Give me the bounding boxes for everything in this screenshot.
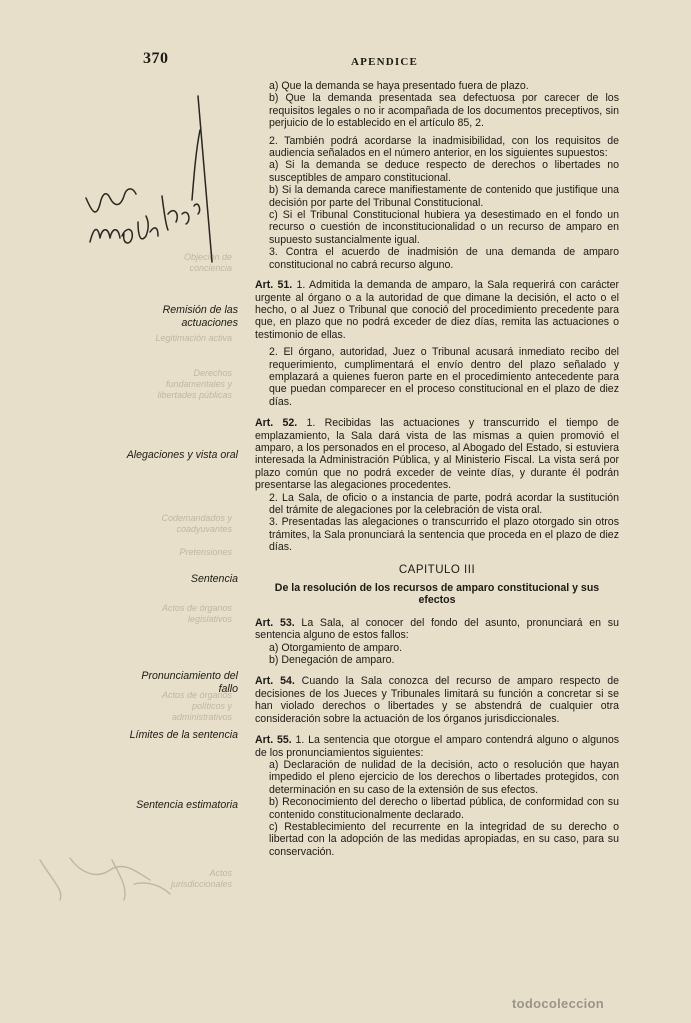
margin-note-alegaciones: Alegaciones y vista oral <box>126 449 238 461</box>
article-text: 1. Admitida la demanda de amparo, la Sala requerirá con carácter urgente al órgano o a la autoridad de que dimane la decisión, el acto o el hecho, o al Juez o Tribunal que conoció del procedimiento precedente para que, en plazo que no podrá exceder de diez días, remita las actuaciones o testimonio de ellas. <box>255 279 619 341</box>
article-54 <box>255 675 619 725</box>
paragraph: c) Restablecimiento del recurrente en la integridad de su derecho o libertad con la adopción de las medidas apropiadas, en su caso, para su conservación. <box>269 820 619 858</box>
article-body <box>255 80 619 858</box>
paragraph: 2. La Sala, de oficio o a instancia de parte, podrá acordar la sustitución del trámite de alegaciones por la celebración de vista oral. <box>269 491 619 516</box>
article-55 <box>255 734 619 759</box>
page-number: 370 <box>143 50 169 67</box>
article-text: La Sala, al conocer del fondo del asunto, pronunciará en su sentencia alguno de estos fallos: <box>255 616 619 642</box>
paragraph: b) Reconocimiento del derecho o libertad pública, de conformidad con su contenido constitucionalmente declarado. <box>269 796 619 821</box>
paragraph: c) Si el Tribunal Constitucional hubiera ya desestimado en el fondo un recurso o cuestión de inconstitucionalidad o un recurso de amparo en supuesto sustancialmente igual. <box>269 209 619 246</box>
article-text: 1. Recibidas las actuaciones y transcurrido el tiempo de emplazamiento, la Sala dará vista de las mismas a quien promovió el amparo, a los personados en el proceso, al Abogado del Estado, si estuviera interesada la Administración Pública, y al Ministerio Fiscal. La vista será por plazo común que no podrá exceder de veinte días, y durante él podrán presentarse las alegaciones procedentes. <box>255 417 619 492</box>
bleed-through-note: Actos jurisdiccionales <box>170 868 232 889</box>
paragraph: a) Otorgamiento de amparo. <box>269 641 403 654</box>
chapter-title: De la resolución de los recursos de amparo constitucional y sus efectos <box>274 582 600 607</box>
article-text: 1. La sentencia que otorgue el amparo contendrá alguno o algunos de los pronunciamientos siguientes: <box>255 734 620 759</box>
bleed-through-note: Pretensiones <box>179 547 232 557</box>
paragraph: 3. Presentadas las alegaciones o transcurrido el plazo otorgado sin otros trámites, la Sala pronunciará la sentencia que proceda en el plazo de diez días. <box>269 516 619 554</box>
bleed-through-note: Codemandados y coadyuvantes <box>161 513 232 534</box>
article-text: Cuando la Sala conozca del recurso de amparo respecto de decisiones de los Jueces y Tribunales limitará su función a concretar si se han violado derechos o libertades y se abstendrá de cualquier otra consideración sobre la actuación de los órganos jurisdiccionales. <box>255 675 619 725</box>
article-53 <box>255 617 619 642</box>
paragraph: b) Que la demanda presentada sea defectuosa por carecer de los requisitos legales o no ir acompañada de los documentos preceptivos, sin perjuicio de lo establecido en el artículo 85, 2. <box>269 92 619 130</box>
article-number: Art. 51. <box>255 279 293 292</box>
margin-note-remision: Remisión de las actuaciones <box>162 304 238 329</box>
article-number: Art. 52. <box>255 417 298 430</box>
paragraph: 2. El órgano, autoridad, Juez o Tribunal acusará inmediato recibo del requerimiento, cumplimentará el envío dentro del plazo señalado y emplazará a quienes fueron parte en el procedimiento antecedente para que puedan comparecer en el proceso constitucional en el plazo de diez días. <box>269 346 619 408</box>
article-52 <box>255 417 619 491</box>
paragraph: a) Que la demanda se haya presentado fuera de plazo. <box>269 80 529 92</box>
running-title: APENDICE <box>351 56 419 68</box>
watermark: todocoleccion <box>512 996 605 1011</box>
paragraph: b) Si la demanda carece manifiestamente de contenido que justifique una decisión por parte del Tribunal Constitucional. <box>269 184 619 209</box>
chapter-heading: CAPITULO III <box>398 563 476 576</box>
paragraph: 3. Contra el acuerdo de inadmisión de una demanda de amparo constitucional no cabrá recurso alguno. <box>269 246 619 271</box>
bleed-through-note: Objeción de conciencia <box>183 252 232 273</box>
margin-note-estimatoria: Sentencia estimatoria <box>136 799 238 811</box>
paragraph: a) Declaración de nulidad de la decisión, acto o resolución que hayan impedido el pleno ejercicio de los derechos o libertades protegidos, con determinación en su caso de la extensión de sus efectos. <box>269 758 619 796</box>
article-number: Art. 55. <box>255 734 292 747</box>
bleed-through-note: Legitimación activa <box>155 333 232 343</box>
margin-note-sentencia: Sentencia <box>190 573 238 585</box>
article-number: Art. 54. <box>255 675 295 688</box>
bleed-through-note: Actos de órganos legislativos <box>161 603 232 624</box>
article-number: Art. 53. <box>255 616 295 629</box>
paragraph: a) Si la demanda se deduce respecto de derechos o libertades no susceptibles de amparo constitucional. <box>269 159 619 184</box>
paragraph: b) Denegación de amparo. <box>269 654 395 667</box>
margin-note-pronunciamiento: Pronunciamiento del fallo <box>141 670 238 695</box>
bleed-through-note: Actos de órganos políticos y administrativos <box>161 690 232 722</box>
bleed-through-note: Derechos fundamentales y libertades públicas <box>157 368 232 400</box>
margin-note-limites: Límites de la sentencia <box>129 729 238 741</box>
handwritten-text: ver modificación <box>80 230 87 231</box>
article-51 <box>255 279 619 341</box>
paragraph: 2. También podrá acordarse la inadmisibilidad, con los requisitos de audiencia señalados en el número anterior, en los siguientes supuestos: <box>269 134 619 160</box>
